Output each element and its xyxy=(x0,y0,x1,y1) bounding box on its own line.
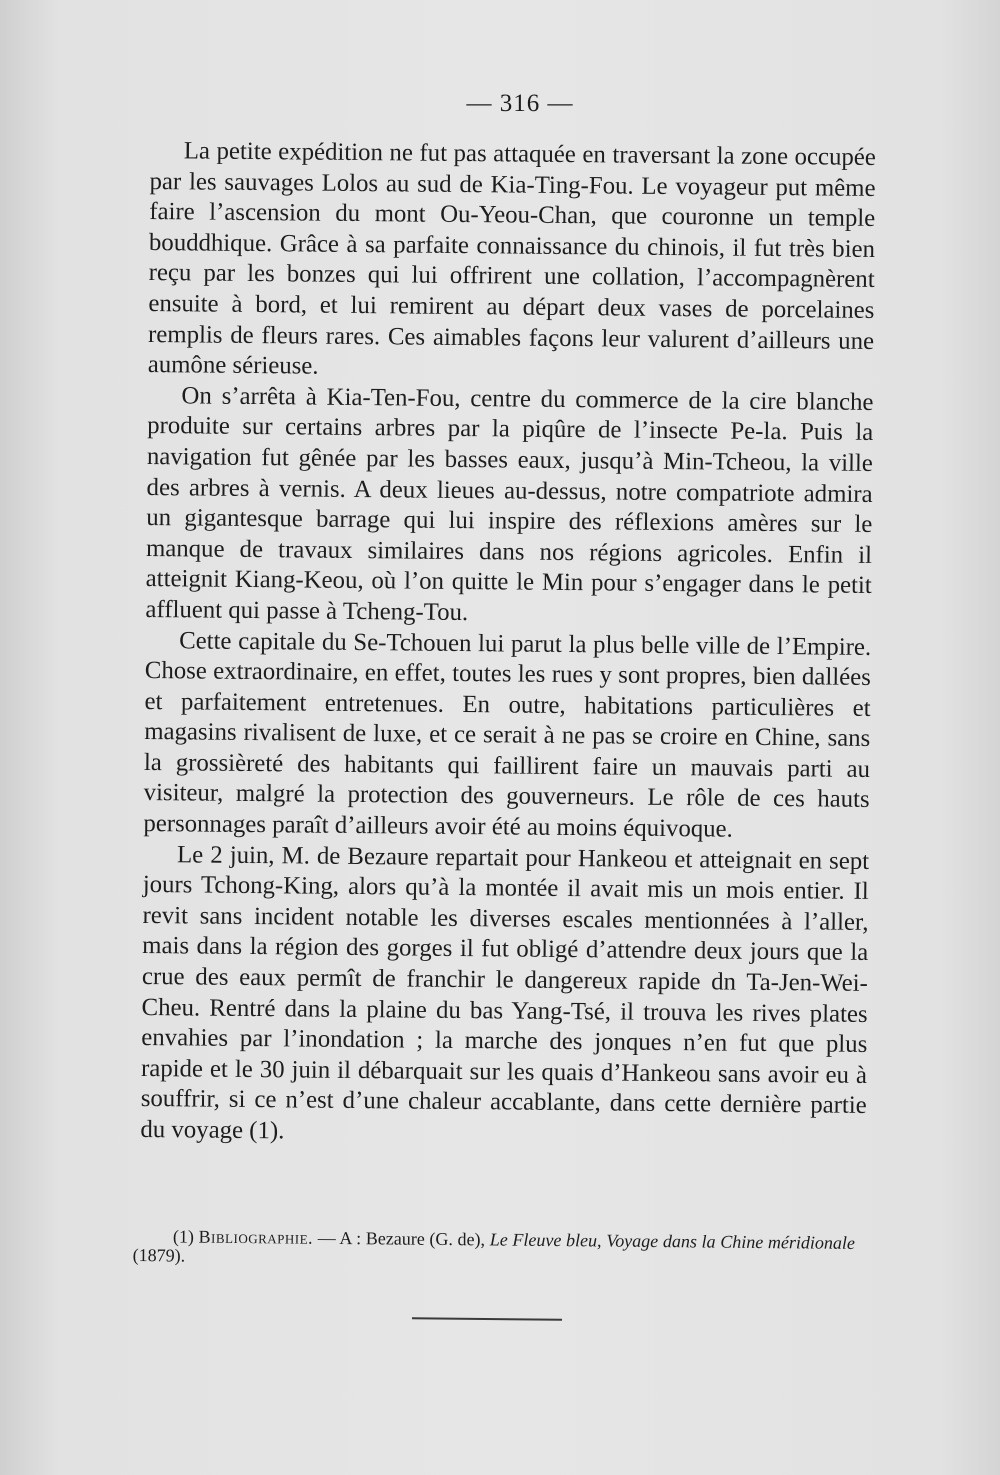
page-number: — 316 — xyxy=(466,90,574,117)
paragraph-1: La petite expédition ne fut pas attaquée en traversant la zone occupée par les sauvages Lolos au sud de Kia-Ting-Fou. Le voyageur put même faire l’ascension du mont Ou-Yeou-Chan, que couronne un temple bouddhique. Grâce à sa parfaite connaissance du chinois, il fut très bien reçu par les bonzes qui lui offrirent une collation, l’accompagnèrent ensuite à bord, et lui remirent au départ deux vases de porcelaines remplis de fleurs rares. Ces aimables façons leur valurent d’ailleurs une aumône sérieuse. xyxy=(147,137,876,380)
footnote-book-title: Le Fleuve bleu, Voyage dans la Chine méridionale xyxy=(489,1229,856,1253)
closing-rule xyxy=(412,1317,562,1321)
footnote-marker: (1) xyxy=(172,1226,195,1247)
footnote-label: Bibliographie. xyxy=(198,1226,314,1248)
paragraph-4: Le 2 juin, M. de Bezaure repartait pour Hankeou et atteignait en sept jours Tchong-King, alors qu’à la montée il avait mis un mois entier. Il revit sans incident notable les diverses escales mentionnées à l’aller, mais dans la région des gorges il fut obligé d’attendre deux jours que la crue des eaux permît de franchir le dangereux rapide dn Ta-Jen-Wei-Cheu. Rentré dans la plaine du bas Yang-Tsé, il trouva les rives plates envahies par l’inondation ; la marche des jonques n’en fut que plus rapide et le 30 juin il débarquait sur les quais d’Hankeou sans avoir eu à souffrir, si ce n’est d’une chaleur accablante, dans cette dernière partie du voyage (1). xyxy=(140,840,870,1145)
footnote xyxy=(133,1227,855,1272)
footnote-year: (1879). xyxy=(132,1244,186,1266)
body-text xyxy=(140,136,876,1153)
footnote-text: — A : Bezaure (G. de), xyxy=(312,1227,490,1250)
paragraph-2: On s’arrêta à Kia-Ten-Fou, centre du commerce de la cire blanche produite sur certains arbres par la piqûre de l’insecte Pe-la. Puis la navigation fut gênée par les basses eaux, jusqu’à Min-Tcheou, la ville des arbres à vernis. A deux lieues au-dessus, notre compatriote admira un gigantesque barrage qui lui inspire des réflexions amères sur le manque de travaux similaires dans nos régions agricoles. Enfin il atteignit Kiang-Keou, où l’on quitte le Min pour s’engager dans le petit affluent qui passe à Tcheng-Tou. xyxy=(145,382,874,626)
paragraph-3: Cette capitale du Se-Tchouen lui parut la plus belle ville de l’Empire. Chose extraordinaire, en effet, toutes les rues y sont propres, bien dallées et parfaitement entretenues. En outre, habitations particulières et magasins rivalisent de luxe, et ce serait à ne pas se croire en Chine, sans la grossièreté des habitants qui faillirent faire un mauvais parti au visiteur, malgré la protection des gouverneurs. Le rôle de ces hauts personnages paraît d’ailleurs avoir été au moins équivoque. xyxy=(143,626,872,843)
